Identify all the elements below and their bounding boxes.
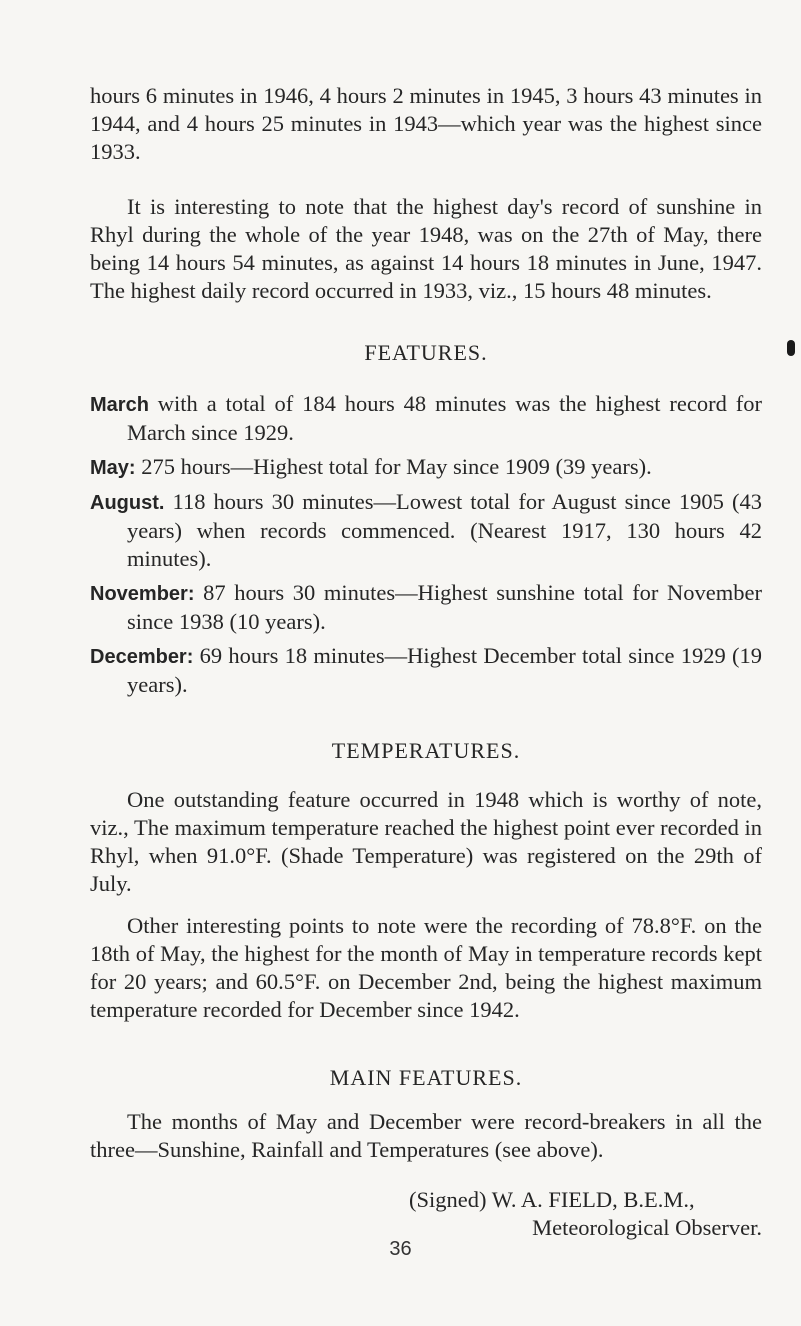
sunshine-paragraph: It is interesting to note that the highest day's record of sunshine in Rhyl during the whole of the year 1948, was on the 27th of May, there being 14 hours 54 minutes, as against 14 hours 18 minutes in June, 1947. The highest daily record occurred in 1933, viz., 15 hours 48 minutes.: [90, 194, 762, 303]
feature-text: with a total of 184 hours 48 minutes was the highest record for March since 1929.: [127, 391, 762, 445]
signature-line-2: Meteorological Observer.: [532, 1215, 762, 1240]
feature-label: March: [90, 394, 149, 416]
main-features-heading: MAIN FEATURES.: [329, 1065, 523, 1090]
features-heading: FEATURES.: [364, 340, 488, 365]
feature-text: 275 hours—Highest total for May since 1909 (39 years).: [135, 454, 652, 479]
feature-label: November:: [90, 583, 195, 605]
feature-item-march: [90, 390, 762, 447]
margin-mark: [787, 340, 795, 356]
features-list: [90, 390, 762, 699]
temperatures-paragraph-1: One outstanding feature occurred in 1948 which is worthy of note, viz., The maximum temperature reached the highest point ever recorded in Rhyl, when 91.0°F. (Shade Temperature) was registered on the 29th of July.: [90, 787, 762, 896]
main-features-paragraph: The months of May and December were record-breakers in all the three—Sunshine, Rainfall and Temperatures (see above).: [90, 1109, 762, 1162]
signature-line-1: (Signed) W. A. FIELD, B.E.M.,: [409, 1187, 695, 1212]
page-number: 36: [389, 1238, 412, 1260]
feature-item-november: [90, 579, 762, 636]
temperatures-heading: TEMPERATURES.: [331, 738, 521, 763]
feature-text: 118 hours 30 minutes—Lowest total for August since 1905 (43 years) when records commenced. (Nearest 1917, 130 hours 42 minutes).: [127, 489, 762, 571]
feature-item-december: [90, 642, 762, 699]
intro-paragraph: hours 6 minutes in 1946, 4 hours 2 minutes in 1945, 3 hours 43 minutes in 1944, and 4 hours 25 minutes in 1943—which year was the highest since 1933.: [90, 83, 762, 164]
temperatures-paragraph-2: Other interesting points to note were the recording of 78.8°F. on the 18th of May, the highest for the month of May in temperature records kept for 20 years; and 60.5°F. on December 2nd, being the highest maximum temperature recorded for December since 1942.: [90, 913, 762, 1022]
feature-item-may: [90, 453, 762, 482]
feature-text: 87 hours 30 minutes—Highest sunshine total for November since 1938 (10 years).: [127, 580, 762, 634]
feature-label: December:: [90, 646, 194, 668]
feature-label: August.: [90, 492, 165, 514]
feature-label: May:: [90, 457, 136, 479]
feature-item-august: [90, 488, 762, 573]
feature-text: 69 hours 18 minutes—Highest December total since 1929 (19 years).: [127, 643, 762, 697]
document-page: [90, 82, 762, 1242]
